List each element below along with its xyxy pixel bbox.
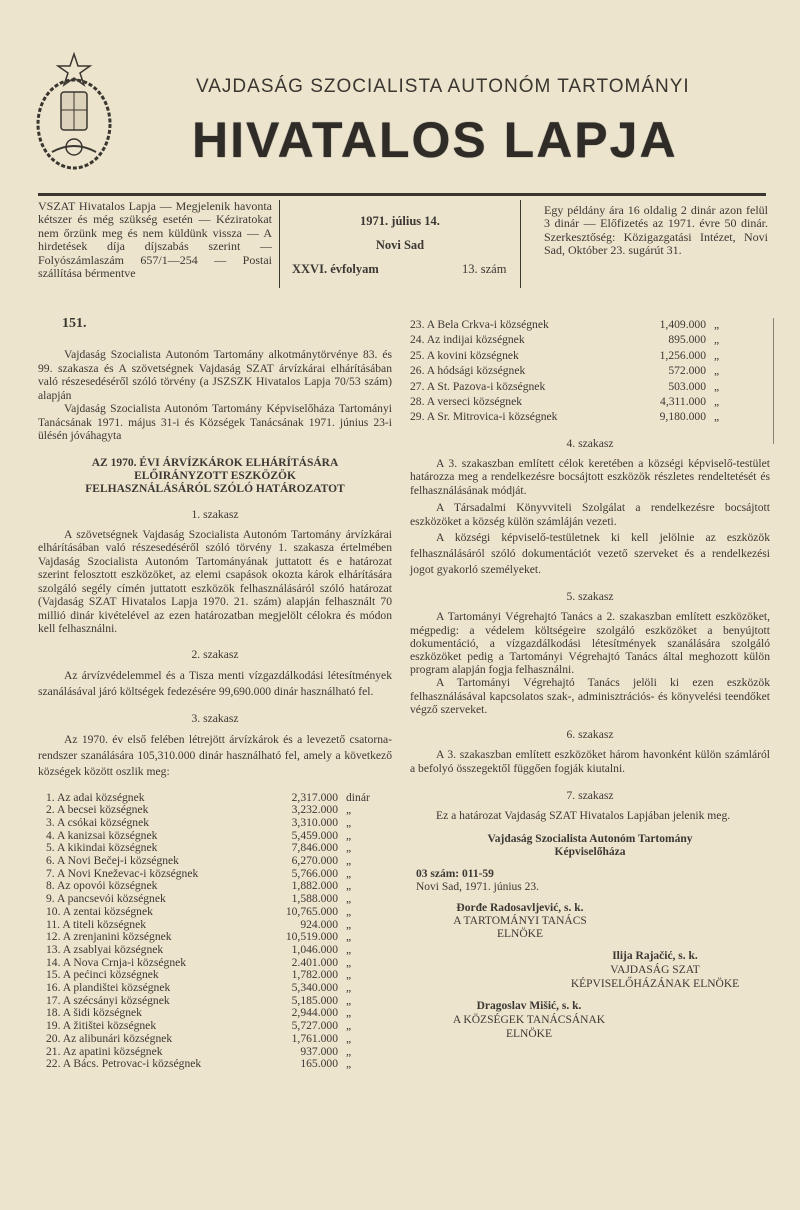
municipality-name: 6. A Novi Bečej-i községnek [46,854,179,868]
allocation-amount: 4,311.000 [660,395,706,409]
allocation-amount: 10,519.000 [285,930,338,944]
municipality-name: 26. A hódsági községnek [410,364,526,378]
allocation-amount: 5,727.000 [291,1019,338,1033]
paragraph: Ez a határozat Vajdaság SZAT Hivatalos Lapjában jelenik meg. [436,808,731,822]
allocation-amount: 6,270.000 [291,854,338,868]
signatory-title: ELNÖKE [506,1028,552,1041]
allocation-amount: 165.000 [300,1057,338,1071]
allocation-row [46,893,392,906]
municipality-name: 15. A pećinci községnek [46,968,159,982]
section-1-text [38,528,392,636]
municipality-name: 20. Az alibunári községnek [46,1031,173,1045]
municipality-name: 21. Az apatini községnek [46,1044,163,1058]
issue-date: 1971. július 14. [360,214,440,228]
allocation-amount: 1,761.000 [291,1031,338,1045]
municipality-name: 7. A Novi Kneževac-i községnek [46,866,199,880]
paragraph: A Tartományi Végrehajtó Tanács a 2. szakaszban említett eszközöket, mégpedig: a védelem költségeire szolgáló eszközöket a benyújtott dokumentáció, a vízgazdálkodási létesítmények szanálására szolgáló eszközöket pedig a Tartományi Végrehajtó Tanács által meghozott külön program alapján fogja felhasználni. [410,610,770,677]
preamble [38,348,392,443]
issuing-body [410,833,770,858]
paragraph: A Tartományi Végrehajtó Tanács jelöli ki ezen eszközök felhasználásával kapcsolatos szak-, adminisztrációs- és könyvelési teendőket végző szerveket. [410,676,770,716]
currency-unit: „ [714,364,720,378]
signatory [424,999,634,1041]
allocation-amount: 9,180.000 [659,410,706,424]
allocation-row [46,804,392,817]
currency-unit: „ [714,379,720,393]
currency-unit: „ [714,395,720,409]
currency-unit: „ [346,993,352,1007]
paragraph: Az árvízvédelemmel és a Tisza menti vízgazdálkodási létesítmények szanálásával járó költségek fedezésére 99,690.000 dinár használható fel. [38,668,392,698]
allocation-amount: 5,459.000 [291,828,338,842]
currency-unit: „ [714,333,720,347]
section-7-title: 7. szakasz [566,788,614,802]
currency-unit: „ [346,803,352,817]
signatory-name: Ilija Rajačić, s. k. [612,950,698,963]
section-2-title: 2. szakasz [191,647,239,661]
allocation-row [410,409,760,424]
signatory-title: VAJDASÁG SZAT [610,964,700,977]
municipality-name: 11. A titeli községnek [46,917,147,931]
allocation-amount: 1,256.000 [659,348,706,362]
allocation-amount: 1,409.000 [659,318,706,331]
allocation-list [38,792,392,1071]
currency-unit: „ [346,942,352,956]
paragraph: A 3. szakaszban említett célok keretében a községi képviselő-testület határozza meg a rendelkezésre bocsájtott eszközök részletes rendeltetését és felhasználásának módját. [410,456,770,497]
section-3-title: 3. szakasz [191,711,239,725]
municipality-name: 14. A Nova Crnja-i községnek [46,955,187,969]
paragraph: A szövetségnek Vajdaság Szocialista Autonóm Tartomány árvízkárai elhárításában való részesedéséről szóló törvény 1. szakasza értelmében Vajdaság Szocialista Autonóm Tartományának juttatott és e határozat szerint felosztott eszközöket, az elemi csapások okozta károk elhárítására szolgáló segély címén juttatott eszközök felhasználásáról szóló határozat (Vajdaság SZAT Hivatalos Lapja 1970. 21. szám) alapján felhasznált 70 millió dinár kivételével az ezen határozatban megjelölt célokra és módon kell felhasználni. [38,527,392,635]
masthead-subtitle: VAJDASÁG SZOCIALISTA AUTONÓM TARTOMÁNYI [196,76,690,97]
municipality-name: 23. A Bela Crkva-i községnek [410,318,549,331]
allocation-amount: 5,766.000 [291,866,338,880]
allocation-amount: 3,310.000 [291,815,338,829]
reference-number: 03 szám: 011-59 [416,868,494,881]
currency-unit: „ [346,828,352,842]
municipality-name: 18. A šidi községnek [46,1006,142,1020]
issue-place: Novi Sad [375,238,425,252]
allocation-row [46,817,392,830]
coat-of-arms-emblem [34,52,114,180]
publication-info: VSZAT Hivatalos Lapja — Megjelenik havonta kétszer és még szükség esetén — Kéziratokat nem őrzünk meg és nem küldünk vissza — A hirdetések díja díjszabás szerint — Folyószámlaszám 657/1—254 — Postai szállítása bérmentve [38,199,272,281]
currency-unit: „ [346,1057,352,1071]
margin-mark [773,318,774,444]
allocation-amount: 503.000 [668,379,706,393]
signatory-title: A TARTOMÁNYI TANÁCS [453,915,587,928]
allocation-row [410,363,760,378]
issuer-line: Képviselőháza [554,845,626,858]
signatory-name: Đorđe Radosavljević, s. k. [456,902,584,915]
section-4-text [410,457,770,579]
municipality-name: 28. A verseci községnek [410,395,523,409]
municipality-name: 12. A zrenjanini községnek [46,930,172,944]
municipality-name: 3. A csókai községnek [46,815,150,829]
allocation-row [410,348,760,363]
currency-unit: „ [346,981,352,995]
allocation-amount: 2,944.000 [291,1006,338,1020]
section-3-text [38,732,392,780]
issue-volume: XXVI. évfolyam [292,262,379,276]
allocation-amount: 1,882.000 [291,879,338,893]
signatory-title: A KÖZSÉGEK TANÁCSÁNAK [452,1014,606,1027]
allocation-list-continued [410,317,760,425]
allocation-amount: 924.000 [300,917,338,931]
heading-line: FELHASZNÁLÁSÁRÓL SZÓLÓ HATÁROZATOT [85,482,345,495]
allocation-amount: 895.000 [668,333,706,347]
resolution-heading [38,457,392,496]
section-4-title: 4. szakasz [566,436,614,450]
allocation-row [46,982,392,995]
issuer-line: Vajdaság Szocialista Autonóm Tartomány [487,833,693,846]
divider [520,200,521,288]
municipality-name: 13. A zsablyai községnek [46,942,164,956]
currency-unit: dinár [346,790,370,804]
municipality-name: 24. Az indijai községnek [410,333,525,347]
signatory-title: ELNÖKE [497,928,543,941]
issue-number: 13. szám [462,262,507,276]
allocation-row [410,394,760,409]
allocation-row [46,1058,392,1071]
currency-unit: „ [714,318,720,331]
allocation-amount: 10,765.000 [285,904,338,918]
section-6-title: 6. szakasz [566,727,614,741]
allocation-row [410,379,760,394]
municipality-name: 2. A becsei községnek [46,803,149,817]
municipality-name: 19. A žitištei községnek [46,1019,157,1033]
municipality-name: 29. A Sr. Mitrovica-i községnek [410,410,558,424]
price-and-editorial-info: Egy példány ára 16 oldalig 2 dinár azon felül 3 dinár — Előfizetés az 1971. évre 50 dinár. Szerkesztőség: Közigazgatási Intézet, Novi Sad, Október 23. sugárút 31. [544,203,768,258]
currency-unit: „ [346,1044,352,1058]
reference-date: Novi Sad, 1971. június 23. [416,881,539,894]
allocation-amount: 7,846.000 [291,841,338,855]
currency-unit: „ [346,930,352,944]
allocation-row [410,317,760,332]
allocation-row [46,944,392,957]
heading-line: AZ 1970. ÉVI ÁRVÍZKÁROK ELHÁRÍTÁSÁRA [91,456,339,469]
currency-unit: „ [346,1031,352,1045]
municipality-name: 9. A pancsevói községnek [46,892,166,906]
allocation-amount: 5,185.000 [291,993,338,1007]
municipality-name: 1. Az adai községnek [46,790,145,804]
municipality-name: 5. A kikindai községnek [46,841,158,855]
heading-line: ELŐIRÁNYZOTT ESZKÖZÖK [134,469,296,482]
currency-unit: „ [346,1019,352,1033]
currency-unit: „ [346,892,352,906]
currency-unit: „ [346,879,352,893]
allocation-row [46,1033,392,1046]
municipality-name: 27. A St. Pazova-i községnek [410,379,546,393]
currency-unit: „ [346,866,352,880]
municipality-name: 10. A zentai községnek [46,904,153,918]
currency-unit: „ [346,854,352,868]
allocation-amount: 1,046.000 [291,942,338,956]
section-6-text [410,748,770,777]
signatory-name: Dragoslav Mišić, s. k. [476,1000,582,1013]
allocation-amount: 2,317.000 [291,790,338,804]
currency-unit: „ [346,968,352,982]
currency-unit: „ [714,410,720,424]
left-column [38,316,392,1071]
municipality-name: 16. A plandištei községnek [46,981,171,995]
allocation-amount: 1,782.000 [291,968,338,982]
paragraph: A Társadalmi Könyvviteli Szolgálat a rendelkezésre bocsájtott eszközöket a község külön számláján vezeti. [410,501,770,528]
municipality-name: 17. A szécsányi községnek [46,993,170,1007]
currency-unit: „ [346,904,352,918]
allocation-amount: 2.401.000 [291,955,338,969]
preamble-paragraph: Vajdaság Szocialista Autonóm Tartomány alkotmánytörvénye 83. és 99. szakasza és A szövetségnek Vajdaság SZAT árvízkárai elhárításában való részesedéséről szóló törvény (a JSZSZK Hivatalos Lapja 70/53 szám) alapján [38,348,392,402]
allocation-amount: 937.000 [300,1044,338,1058]
municipality-name: 8. Az opovói községnek [46,879,158,893]
allocation-row [46,855,392,868]
allocation-row [410,332,760,347]
section-1-title: 1. szakasz [191,507,239,521]
signatory-title: KÉPVISELŐHÁZÁNAK ELNÖKE [570,978,740,991]
document-number: 151. [62,316,87,331]
section-7-text [410,809,770,824]
divider [279,200,280,288]
allocation-row [46,906,392,919]
municipality-name: 22. A Bács. Petrovac-i községnek [46,1057,202,1071]
right-column [410,317,770,1041]
municipality-name: 4. A kanizsai községnek [46,828,158,842]
signatory [540,949,770,991]
currency-unit: „ [346,917,352,931]
currency-unit: „ [346,1006,352,1020]
allocation-amount: 1,588.000 [291,892,338,906]
preamble-paragraph: Vajdaság Szocialista Autonóm Tartomány Képviselőháza Tartományi Tanácsának 1971. május 31-i és Községek Tanácsának 1971. június 23-i ülésén jóváhagyta [38,402,392,442]
currency-unit: „ [346,955,352,969]
currency-unit: „ [346,841,352,855]
municipality-name: 25. A kovini községnek [410,348,519,362]
section-5-title: 5. szakasz [566,590,614,604]
allocation-amount: 3,232.000 [291,803,338,817]
masthead-rule [38,193,766,196]
section-2-text [38,668,392,700]
paragraph: Az 1970. év első felében létrejött árvízkárok és a levezető csatorna-rendszer szanálására 105,310.000 dinár használható fel, amely a következő községek között oszlik meg: [38,732,392,778]
allocation-amount: 5,340.000 [291,981,338,995]
allocation-amount: 572.000 [668,364,706,378]
section-5-text [410,610,770,716]
paragraph: A 3. szakaszban említett eszközöket három havonként külön számláról a befolyó összegektől függően fogják kiutalni. [410,747,770,776]
paragraph: A községi képviselő-testületnek ki kell jelölnie az eszközök felhasználásáról szóló dokumentációt vezető szerveket és a rendelkezési jogot gyakorló személyeket. [410,531,770,577]
signatory [430,902,610,941]
currency-unit: „ [714,348,720,362]
currency-unit: „ [346,815,352,829]
masthead-title: HIVATALOS LAPJA [192,112,678,168]
allocation-row [46,1020,392,1033]
